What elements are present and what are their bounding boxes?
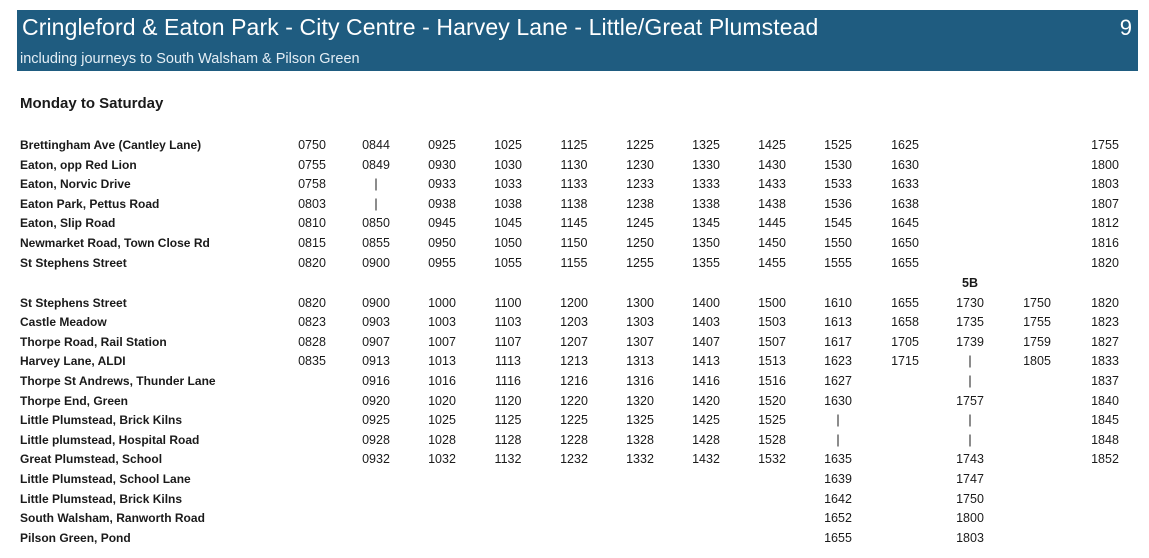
departure-time: 1840 [1091,393,1119,408]
departure-time: 1613 [824,315,852,330]
departure-time: 1032 [428,452,456,467]
departure-time: 1200 [560,295,588,310]
departure-time: 1245 [626,216,654,231]
departure-time: 1038 [494,196,522,211]
departure-time: 1848 [1091,432,1119,447]
departure-time: 1225 [560,413,588,428]
stop-name: Little Plumstead, Brick Kilns [20,491,183,506]
departure-time: 0900 [362,255,390,270]
departure-time: 1755 [1091,138,1119,152]
departure-time: 1550 [824,236,852,250]
departure-time: 1016 [428,374,456,388]
table-row [0,470,1149,489]
table-row [0,509,1149,528]
table-row [0,156,1149,175]
departure-time: 0820 [298,295,326,310]
stop-name: South Walsham, Ranworth Road [20,511,205,526]
departure-time: 1747 [956,472,984,486]
stop-name: Thorpe Road, Rail Station [20,334,167,349]
passes-through-marker: | [836,432,840,447]
table-row [0,392,1149,411]
departure-time: 1425 [692,413,720,428]
departure-time: 1133 [560,177,588,192]
departure-time: 1507 [758,334,786,349]
departure-time: 1807 [1091,196,1119,211]
stop-name: Eaton, Norvic Drive [20,177,131,192]
departure-time: 1028 [428,432,456,447]
departure-time: 0849 [362,157,390,172]
stop-name: Harvey Lane, ALDI [20,354,126,369]
departure-time: 0758 [298,177,326,192]
passes-through-marker: | [374,177,378,192]
departure-time: 1307 [626,334,654,349]
departure-time: 1450 [758,236,786,250]
departure-time: 1203 [560,315,588,330]
departure-time: 1225 [626,138,654,152]
departure-time: 1328 [626,432,654,447]
departure-time: 0916 [362,374,390,388]
departure-time: 1413 [692,354,720,369]
departure-time: 1303 [626,315,654,330]
departure-time: 1325 [626,413,654,428]
departure-time: 1545 [824,216,852,231]
table-row [0,234,1149,253]
departure-time: 1852 [1091,452,1119,467]
departure-time: 1845 [1091,413,1119,428]
departure-time: 0903 [362,315,390,330]
departure-time: 1250 [626,236,654,250]
departure-time: 0913 [362,354,390,369]
departure-time: 1750 [1023,295,1051,310]
departure-time: 1528 [758,432,786,447]
departure-time: 1230 [626,157,654,172]
departure-time: 0750 [298,138,326,152]
departure-time: 1655 [891,295,919,310]
departure-time: 1503 [758,315,786,330]
departure-time: 1833 [1091,354,1119,369]
departure-time: 1425 [758,138,786,152]
departure-time: 1138 [560,196,588,211]
stop-name: Eaton, opp Red Lion [20,157,137,172]
departure-time: 0900 [362,295,390,310]
departure-time: 1325 [692,138,720,152]
stop-name: Newmarket Road, Town Close Rd [20,236,210,250]
stop-name: St Stephens Street [20,295,127,310]
departure-time: 1530 [824,157,852,172]
departure-time: 1233 [626,177,654,192]
departure-time: 1132 [494,452,522,467]
departure-time: 1820 [1091,255,1119,270]
stop-name: Little Plumstead, School Lane [20,472,191,486]
departure-time: 0907 [362,334,390,349]
table-row [0,136,1149,155]
departure-time: 1420 [692,393,720,408]
departure-time: 1638 [891,196,919,211]
departure-time: 1800 [1091,157,1119,172]
departure-time: 0844 [362,138,390,152]
departure-time: 0955 [428,255,456,270]
departure-time: 0835 [298,354,326,369]
departure-time: 0933 [428,177,456,192]
departure-time: 1735 [956,315,984,330]
table-row [0,372,1149,391]
departure-time: 1403 [692,315,720,330]
departure-time: 0855 [362,236,390,250]
departure-time: 1633 [891,177,919,192]
departure-time: 1820 [1091,295,1119,310]
departure-time: 1750 [956,491,984,506]
departure-time: 1623 [824,354,852,369]
departure-time: 1255 [626,255,654,270]
table-row [0,352,1149,371]
departure-time: 1030 [494,157,522,172]
departure-time: 1128 [494,432,522,447]
departure-time: 1645 [891,216,919,231]
departure-time: 1816 [1091,236,1119,250]
departure-time: 0823 [298,315,326,330]
departure-time: 1145 [560,216,588,231]
passes-through-marker: | [968,413,972,428]
column-header: 5B [962,276,978,290]
departure-time: 1635 [824,452,852,467]
stop-name: Thorpe St Andrews, Thunder Lane [20,374,216,388]
passes-through-marker: | [836,413,840,428]
departure-time: 1116 [495,374,521,388]
departure-time: 1445 [758,216,786,231]
departure-time: 1232 [560,452,588,467]
table-row [0,431,1149,450]
departure-time: 1213 [560,354,588,369]
departure-time: 1655 [891,255,919,270]
departure-time: 1658 [891,315,919,330]
departure-time: 1228 [560,432,588,447]
stop-name: Castle Meadow [20,315,107,330]
departure-time: 1757 [956,393,984,408]
departure-time: 1759 [1023,334,1051,349]
departure-time: 1355 [692,255,720,270]
departure-time: 1715 [891,354,919,369]
departure-time: 1107 [494,334,522,349]
departure-time: 1433 [758,177,786,192]
table-row [0,195,1149,214]
departure-time: 1000 [428,295,456,310]
departure-time: 1045 [494,216,522,231]
stop-name: Eaton Park, Pettus Road [20,196,160,211]
departure-time: 1216 [560,374,588,388]
passes-through-marker: | [374,196,378,211]
departure-time: 1025 [428,413,456,428]
stop-name: Brettingham Ave (Cantley Lane) [20,138,202,152]
table-row [0,490,1149,509]
table-row [0,529,1149,548]
departure-time: 1238 [626,196,654,211]
departure-time: 1800 [956,511,984,526]
departure-time: 1332 [626,452,654,467]
departure-time: 1455 [758,255,786,270]
departure-time: 0938 [428,196,456,211]
departure-time: 1630 [824,393,852,408]
departure-time: 1113 [495,354,521,369]
departure-time: 1120 [494,393,522,408]
departure-time: 1007 [428,334,456,349]
departure-time: 1705 [891,334,919,349]
departure-time: 1837 [1091,374,1119,388]
page-subtitle: including journeys to South Walsham & Pilson Green [20,51,360,67]
departure-time: 0925 [428,138,456,152]
departure-time: 1812 [1091,216,1119,231]
departure-time: 1432 [692,452,720,467]
departure-time: 1125 [494,413,522,428]
departure-time: 0950 [428,236,456,250]
departure-time: 1300 [626,295,654,310]
departure-time: 1532 [758,452,786,467]
departure-time: 1055 [494,255,522,270]
departure-time: 1130 [560,157,588,172]
departure-time: 1350 [692,236,720,250]
departure-time: 1500 [758,295,786,310]
departure-time: 1630 [891,157,919,172]
departure-time: 1803 [1091,177,1119,192]
passes-through-marker: | [968,374,972,388]
departure-time: 1407 [692,334,720,349]
stop-name: Thorpe End, Green [20,393,129,408]
departure-time: 1525 [824,138,852,152]
departure-time: 0945 [428,216,456,231]
stop-name: Eaton, Slip Road [20,216,116,231]
table-row [0,411,1149,430]
departure-time: 1338 [692,196,720,211]
departure-time: 1020 [428,393,456,408]
stop-name: St Stephens Street [20,255,127,270]
departure-time: 1003 [428,315,456,330]
departure-time: 1625 [891,138,919,152]
departure-time: 0920 [362,393,390,408]
departure-time: 0928 [362,432,390,447]
departure-time: 1400 [692,295,720,310]
departure-time: 1555 [824,255,852,270]
departure-time: 1033 [494,177,522,192]
departure-time: 1316 [626,374,654,388]
departure-time: 1525 [758,413,786,428]
days-label: Monday to Saturday [20,95,164,112]
departure-time: 1533 [824,177,852,192]
departure-time: 1103 [494,315,522,330]
departure-time: 1100 [494,295,522,310]
header-banner [17,10,1138,71]
departure-time: 0925 [362,413,390,428]
table-row [0,450,1149,469]
table-row [0,214,1149,233]
departure-time: 1313 [626,354,654,369]
departure-time: 1617 [824,334,852,349]
departure-time: 1416 [692,374,720,388]
departure-time: 1730 [956,295,984,310]
departure-time: 1125 [560,138,588,152]
departure-time: 1013 [428,354,456,369]
departure-time: 1803 [956,530,984,545]
departure-time: 1805 [1023,354,1051,369]
departure-time: 1330 [692,157,720,172]
departure-time: 1627 [824,374,852,388]
column-header-row [0,274,1149,293]
departure-time: 1050 [494,236,522,250]
departure-time: 1025 [494,138,522,152]
departure-time: 1516 [758,374,786,388]
table-row [0,294,1149,313]
table-row [0,254,1149,273]
departure-time: 0815 [298,236,326,250]
departure-time: 1642 [824,491,852,506]
departure-time: 1755 [1023,315,1051,330]
route-number: 9 [1119,15,1132,40]
departure-time: 1652 [824,511,852,526]
departure-time: 0850 [362,216,390,231]
table-row [0,175,1149,194]
departure-time: 0932 [362,452,390,467]
departure-time: 1207 [560,334,588,349]
stop-name: Little plumstead, Hospital Road [20,432,200,447]
departure-time: 1513 [758,354,786,369]
table-row [0,313,1149,332]
departure-time: 1155 [560,255,588,270]
departure-time: 1320 [626,393,654,408]
departure-time: 1428 [692,432,720,447]
table-row [0,333,1149,352]
departure-time: 1430 [758,157,786,172]
departure-time: 1650 [891,236,919,250]
departure-time: 1345 [692,216,720,231]
departure-time: 1150 [560,236,588,250]
departure-time: 1220 [560,393,588,408]
stop-name: Great Plumstead, School [20,452,163,467]
departure-time: 1438 [758,196,786,211]
passes-through-marker: | [968,354,972,369]
passes-through-marker: | [968,432,972,447]
departure-time: 1639 [824,472,852,486]
page-title: Cringleford & Eaton Park - City Centre - Harvey Lane - Little/Great Plumstead [22,14,819,40]
departure-time: 0820 [298,255,326,270]
departure-time: 1743 [956,452,984,467]
departure-time: 0828 [298,334,326,349]
departure-time: 1655 [824,530,852,545]
stop-name: Little Plumstead, Brick Kilns [20,413,183,428]
departure-time: 0810 [298,216,326,231]
departure-time: 1536 [824,196,852,211]
departure-time: 0755 [298,157,326,172]
departure-time: 0930 [428,157,456,172]
departure-time: 1827 [1091,334,1119,349]
stop-name: Pilson Green, Pond [20,530,131,545]
departure-time: 1823 [1091,315,1119,330]
departure-time: 1739 [956,334,984,349]
departure-time: 1520 [758,393,786,408]
departure-time: 0803 [298,196,326,211]
departure-time: 1333 [692,177,720,192]
departure-time: 1610 [824,295,852,310]
